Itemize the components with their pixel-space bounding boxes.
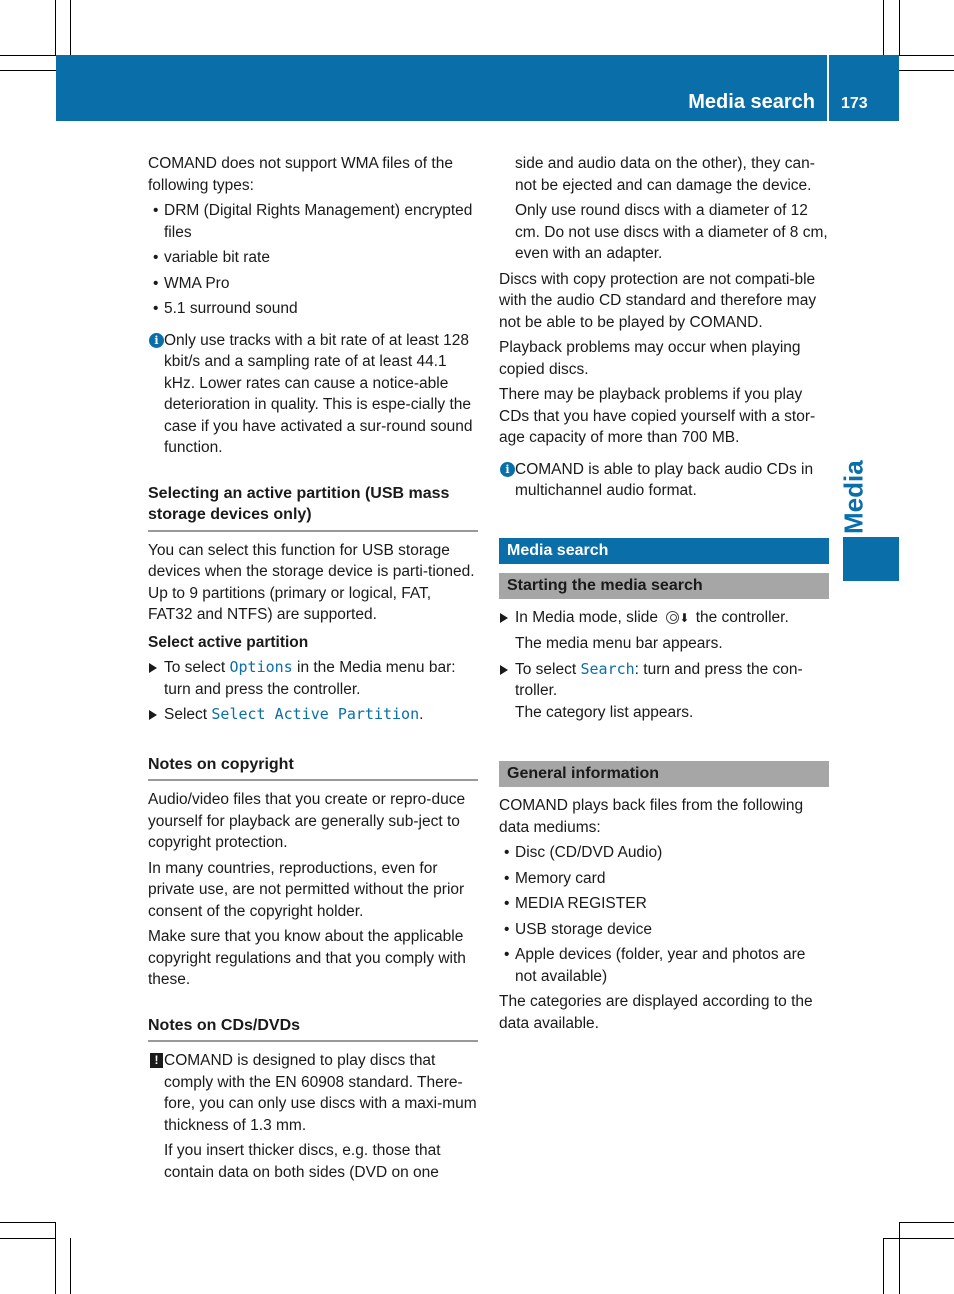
paragraph: If you insert thicker discs, e.g. those that contain data on both sides (DVD on one xyxy=(164,1142,441,1181)
warning-note xyxy=(148,1050,478,1136)
page-header xyxy=(56,55,899,121)
crop-mark xyxy=(899,55,954,56)
list-item: • USB storage device xyxy=(499,919,829,941)
paragraph: side and audio data on the other), they can-not be ejected and can damage the device. xyxy=(515,155,815,194)
info-note-text: Only use tracks with a bit rate of at least 128 kbit/s and a sampling rate of at least 44.1 kHz. Lower rates can cause a notice-able deterioration in quality. This is espe-cially the case if you have activated a sur-round sound function. xyxy=(164,331,473,456)
instruction-step: Select Select Active Partition. xyxy=(148,704,478,726)
section-heading: Notes on CDs/DVDs xyxy=(148,1015,478,1043)
instruction-step: In Media mode, slide ⬇ the controller. xyxy=(499,607,829,630)
crop-mark xyxy=(899,1222,900,1294)
section-band-media-search: Media search xyxy=(499,538,829,564)
controller-icon xyxy=(666,611,679,624)
crop-mark xyxy=(70,0,71,55)
info-note xyxy=(499,459,829,502)
warning-icon: ! xyxy=(150,1053,163,1068)
crop-mark xyxy=(0,1238,56,1239)
paragraph: Only use round discs with a diameter of 12 cm. Do not use discs with a diameter of 8 cm, even with an adapter. xyxy=(515,202,828,262)
crop-mark xyxy=(0,1222,56,1223)
paragraph: Discs with copy protection are not compati-ble with the audio CD standard and therefore may not be able to be played by COMAND. xyxy=(499,270,817,331)
list-item: • Apple devices (folder, year and photos are not available) xyxy=(499,944,829,987)
list-item: • Memory card xyxy=(499,868,829,890)
crop-mark xyxy=(55,1222,56,1294)
list-item: • MEDIA REGISTER xyxy=(499,893,829,915)
page-number: 173 xyxy=(841,95,868,112)
paragraph: Playback problems may occur when playing copied discs. xyxy=(499,339,801,378)
left-column xyxy=(148,153,478,1187)
subsection-band-starting: Starting the media search xyxy=(499,573,829,599)
crop-mark xyxy=(55,0,56,55)
subheading: Select active partition xyxy=(148,633,309,651)
list-item: • variable bit rate xyxy=(148,247,478,269)
instruction-step: To select Options in the Media menu bar: turn and press the controller. xyxy=(148,657,478,700)
paragraph: The categories are displayed according to the data available. xyxy=(499,993,813,1032)
crop-mark xyxy=(883,1238,884,1294)
list-item: • DRM (Digital Rights Management) encrypted files xyxy=(148,200,478,243)
list-item: • WMA Pro xyxy=(148,273,478,295)
crop-mark xyxy=(883,0,884,55)
section-heading: Selecting an active partition (USB mass storage devices only) xyxy=(148,483,478,532)
crop-mark xyxy=(883,1238,954,1239)
instruction-step: To select Search: turn and press the con-troller. xyxy=(499,659,829,702)
crop-mark xyxy=(899,1222,954,1223)
info-icon: i xyxy=(149,333,164,348)
crop-mark xyxy=(0,55,56,56)
paragraph: There may be playback problems if you play CDs that you have copied yourself with a stor-age capacity of more than 700 MB. xyxy=(499,386,816,446)
info-icon: i xyxy=(500,462,515,477)
crop-mark xyxy=(0,70,56,71)
section-side-label: Media xyxy=(838,460,869,534)
section-side-tab xyxy=(843,537,899,581)
warning-note-text: COMAND is designed to play discs that comply with the EN 60908 standard. There-fore, you can only use discs with a maxi-mum thickness of 1.3 mm. xyxy=(164,1052,477,1134)
paragraph: Audio/video files that you create or repro-duce yourself for playback are generally sub-ject to copyright protection. xyxy=(148,791,466,851)
crop-mark xyxy=(899,70,954,71)
page-title: Media search xyxy=(688,91,815,113)
crop-mark xyxy=(899,0,900,55)
step-result: The category list appears. xyxy=(515,703,694,721)
slide-down-arrow-icon: ⬇ xyxy=(679,610,690,625)
info-note xyxy=(148,330,478,459)
paragraph: COMAND plays back files from the following data mediums: xyxy=(499,797,804,836)
paragraph: Make sure that you know about the applicable copyright regulations and that you comply with these. xyxy=(148,928,466,988)
paragraph: In many countries, reproductions, even for private use, are not permitted without the prior consent of the copyright holder. xyxy=(148,859,465,920)
step-result: The media menu bar appears. xyxy=(515,635,723,652)
paragraph: You can select this function for USB storage devices when the storage device is parti-tioned. Up to 9 partitions (primary or logical, FAT, FAT32 and NTFS) are supported. xyxy=(148,541,475,623)
menu-item-search: Search xyxy=(580,659,635,678)
menu-item-options: Options xyxy=(229,658,293,676)
list-item: • Disc (CD/DVD Audio) xyxy=(499,842,829,864)
header-divider xyxy=(827,55,829,121)
crop-mark xyxy=(70,1238,71,1294)
right-column xyxy=(499,153,829,1038)
section-heading: Notes on copyright xyxy=(148,754,478,782)
info-note-text: COMAND is able to play back audio CDs in multichannel audio format. xyxy=(515,460,814,499)
wma-intro: COMAND does not support WMA files of the following types: xyxy=(148,155,453,194)
subsection-band-general: General information xyxy=(499,761,829,787)
list-item: • 5.1 surround sound xyxy=(148,298,478,320)
menu-item-select-active-partition: Select Active Partition xyxy=(211,705,420,723)
